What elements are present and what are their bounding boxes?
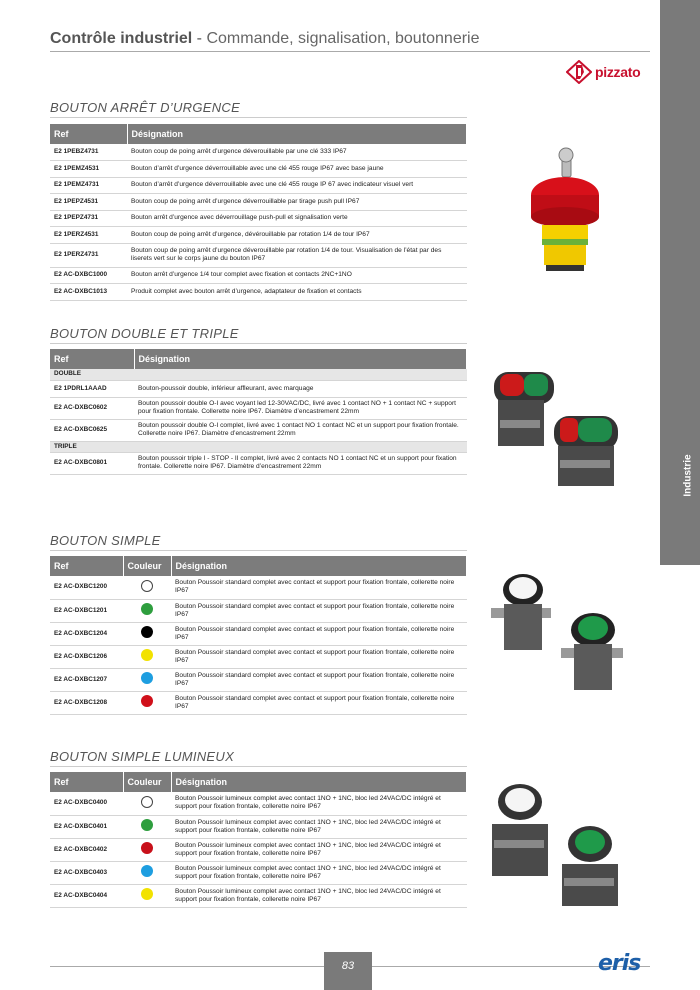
section-title-lumineux: BOUTON SIMPLE LUMINEUX [50,749,235,764]
table-row [50,194,467,211]
ref-cell: E2 AC-DXBC0401 [50,815,123,838]
color-swatch [141,672,153,684]
table-row [50,419,467,441]
table-row [50,622,467,645]
designation-cell: Bouton Poussoir lumineux complet avec contact 1NO + 1NC, bloc led 24VAC/DC intégré et support pour fixation frontale, collerette noire IP67 [171,815,467,838]
section-rule [50,550,467,551]
designation-cell: Bouton poussoir triple I - STOP - II complet, livré avec 2 contacts NO 1 contact NC et un support pour fixation frontale. Collerette noire IP67. Diamètre d’encastrement 22mm [134,452,467,474]
table-double-triple [50,349,467,475]
color-swatch [141,580,153,592]
designation-cell: Produit complet avec bouton arrêt d’urgence, adaptateur de fixation et contacts [127,284,467,301]
table-row [50,668,467,691]
table-row [50,144,467,161]
color-swatch [141,842,153,854]
ref-cell: E2 1PDRL1AAAD [50,380,134,397]
group-label: TRIPLE [50,441,467,452]
color-cell [123,861,171,884]
ref-cell: E2 AC-DXBC1200 [50,576,123,599]
table-row [50,691,467,714]
designation-cell: Bouton d’arrêt d’urgence déverrouillable avec une clé 455 rouge IP67 avec base jaune [127,161,467,178]
designation-cell: Bouton arrêt d’urgence avec déverrouillage push-pull et signalisation verte [127,210,467,227]
designation-cell: Bouton Poussoir standard complet avec contact et support pour fixation frontale, collerette noire IP67 [171,691,467,714]
ref-cell: E2 1PEPZ4731 [50,210,127,227]
ref-cell: E2 1PERZ4731 [50,243,127,267]
ref-cell: E2 AC-DXBC0602 [50,397,134,419]
table-row [50,838,467,861]
pizzato-logo [566,60,640,84]
col-ref: Ref [50,124,127,144]
col-ref: Ref [50,556,123,576]
ref-cell: E2 1PEMZ4731 [50,177,127,194]
color-swatch [141,695,153,707]
col-designation: Désignation [171,556,467,576]
title-separator: - [192,30,207,47]
table-row [50,243,467,267]
color-swatch [141,796,153,808]
eris-logo: eris [598,951,641,976]
table-row [50,397,467,419]
double-button-image [488,360,638,490]
side-tab[interactable] [660,0,700,565]
ref-cell: E2 1PEPZ4531 [50,194,127,211]
designation-cell: Bouton Poussoir lumineux complet avec contact 1NO + 1NC, bloc led 24VAC/DC intégré et support pour fixation frontale, collerette noire IP67 [171,792,467,815]
color-swatch [141,649,153,661]
table-row [50,861,467,884]
table-row [50,792,467,815]
designation-cell: Bouton Poussoir standard complet avec contact et support pour fixation frontale, collerette noire IP67 [171,668,467,691]
section-rule [50,117,467,118]
color-cell [123,884,171,907]
header-rule [50,51,650,52]
ref-cell: E2 AC-DXBC0400 [50,792,123,815]
designation-cell: Bouton Poussoir standard complet avec contact et support pour fixation frontale, collerette noire IP67 [171,599,467,622]
designation-cell: Bouton poussoir double O-I complet, livré avec 1 contact NO 1 contact NC et un support pour fixation frontale. Collerette noire IP67. Diamètre d’encastrement 22mm [134,419,467,441]
designation-cell: Bouton coup de poing arrêt d’urgence, dévérouillable par rotation 1/4 de tour IP67 [127,227,467,244]
color-cell [123,576,171,599]
designation-cell: Bouton Poussoir lumineux complet avec contact 1NO + 1NC, bloc led 24VAC/DC intégré et support pour fixation frontale, collerette noire IP67 [171,884,467,907]
designation-cell: Bouton Poussoir standard complet avec contact et support pour fixation frontale, collerette noire IP67 [171,576,467,599]
ref-cell: E2 AC-DXBC1000 [50,267,127,284]
table-urgence [50,124,467,301]
group-row [50,441,467,452]
ref-cell: E2 AC-DXBC0801 [50,452,134,474]
ref-cell: E2 1PEBZ4731 [50,144,127,161]
section-title-double-triple: BOUTON DOUBLE ET TRIPLE [50,326,239,341]
pizzato-logo-icon [566,60,592,84]
ref-cell: E2 1PERZ4531 [50,227,127,244]
title-subtitle: Commande, signalisation, boutonnerie [206,30,480,47]
table-row [50,284,467,301]
col-ref: Ref [50,349,134,369]
page-number: 83 [324,952,372,990]
ref-cell: E2 AC-DXBC1204 [50,622,123,645]
ref-cell: E2 AC-DXBC1013 [50,284,127,301]
table-row [50,380,467,397]
color-cell [123,792,171,815]
table-row [50,177,467,194]
illuminated-button-image [482,780,637,910]
col-designation: Désignation [171,772,467,792]
designation-cell: Bouton Poussoir standard complet avec contact et support pour fixation frontale, collerette noire IP67 [171,622,467,645]
table-row [50,452,467,474]
color-swatch [141,626,153,638]
side-tab-label: Industrie [682,454,694,497]
section-title-urgence: BOUTON ARRÊT D’URGENCE [50,100,241,115]
designation-cell: Bouton coup de poing arrêt d’urgence déverrouillable par tirage push pull IP67 [127,194,467,211]
col-designation: Désignation [127,124,467,144]
ref-cell: E2 1PEMZ4531 [50,161,127,178]
col-couleur: Couleur [123,772,171,792]
ref-cell: E2 AC-DXBC1201 [50,599,123,622]
col-ref: Ref [50,772,123,792]
designation-cell: Bouton Poussoir lumineux complet avec contact 1NO + 1NC, bloc led 24VAC/DC intégré et support pour fixation frontale, collerette noire IP67 [171,838,467,861]
color-swatch [141,865,153,877]
designation-cell: Bouton-poussoir double, inférieur affleurant, avec marquage [134,380,467,397]
designation-cell: Bouton poussoir double O-I avec voyant led 12-30VAC/DC, livré avec 1 contact NO + 1 contact NC + support pour fixation frontale. Collerette noire IP67. Diamètre d’encastrement 22mm [134,397,467,419]
table-row [50,227,467,244]
table-row [50,815,467,838]
group-row [50,369,467,380]
ref-cell: E2 AC-DXBC0404 [50,884,123,907]
designation-cell: Bouton coup de poing arrêt d’urgence déverouillable par une clé 333 IP67 [127,144,467,161]
table-row [50,884,467,907]
group-label: DOUBLE [50,369,467,380]
table-row [50,599,467,622]
ref-cell: E2 AC-DXBC1206 [50,645,123,668]
table-row [50,576,467,599]
ref-cell: E2 AC-DXBC1207 [50,668,123,691]
color-cell [123,838,171,861]
ref-cell: E2 AC-DXBC0625 [50,419,134,441]
designation-cell: Bouton arrêt d’urgence 1/4 tour complet avec fixation et contacts 2NC+1NO [127,267,467,284]
color-cell [123,668,171,691]
color-swatch [141,888,153,900]
designation-cell: Bouton d’arrêt d’urgence déverrouillable avec une clé 455 rouge IP 67 avec indicateur visuel vert [127,177,467,194]
section-rule [50,766,467,767]
page-title [50,30,480,48]
col-couleur: Couleur [123,556,171,576]
ref-cell: E2 AC-DXBC0402 [50,838,123,861]
color-cell [123,622,171,645]
title-main: Contrôle industriel [50,30,193,47]
table-row [50,210,467,227]
color-cell [123,691,171,714]
table-lumineux [50,772,467,908]
emergency-stop-button-image [520,145,620,280]
table-row [50,161,467,178]
designation-cell: Bouton Poussoir standard complet avec contact et support pour fixation frontale, collerette noire IP67 [171,645,467,668]
color-cell [123,815,171,838]
table-row [50,267,467,284]
designation-cell: Bouton Poussoir lumineux complet avec contact 1NO + 1NC, bloc led 24VAC/DC intégré et support pour fixation frontale, collerette noire IP67 [171,861,467,884]
designation-cell: Bouton coup de poing arrêt d’urgence déverouillable par rotation 1/4 de tour. Visualisation de l’état par des liserets vert sur le corps jaune du bouton IP67 [127,243,467,267]
simple-button-image [488,570,638,695]
color-swatch [141,819,153,831]
brand-name: pizzato [595,64,641,80]
color-swatch [141,603,153,615]
color-cell [123,599,171,622]
section-rule [50,343,467,344]
ref-cell: E2 AC-DXBC0403 [50,861,123,884]
table-simple [50,556,467,715]
col-designation: Désignation [134,349,467,369]
color-cell [123,645,171,668]
table-row [50,645,467,668]
ref-cell: E2 AC-DXBC1208 [50,691,123,714]
section-title-simple: BOUTON SIMPLE [50,533,161,548]
